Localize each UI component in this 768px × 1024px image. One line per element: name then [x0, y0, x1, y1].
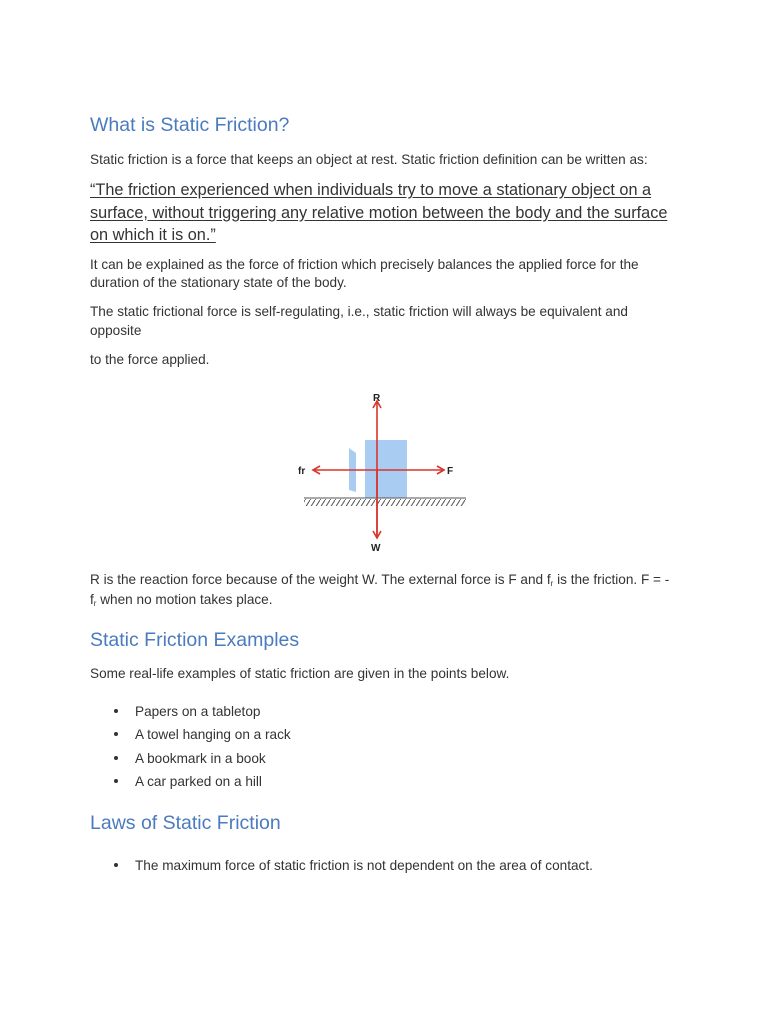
list-item: A towel hanging on a rack [108, 725, 291, 748]
definition-quote-line-2: surface, without triggering any relative motion between the body and the surface [90, 203, 668, 222]
label-fr: fr [298, 466, 306, 477]
self-regulating-line-2: opposite [90, 323, 142, 338]
intro-paragraph: Static friction is a force that keeps an object at rest. Static friction definition can be written as: [90, 152, 648, 167]
heading-static-friction-examples: Static Friction Examples [90, 629, 300, 651]
label-w: W [371, 543, 381, 554]
label-r: R [373, 393, 381, 404]
caption-line-1-text-b: is the friction. F = - [553, 572, 670, 587]
examples-intro: Some real-life examples of static friction are given in the points below. [90, 666, 510, 681]
self-regulating-line-1: The static frictional force is self-regulating, i.e., static friction will always be equivalent and [90, 304, 628, 319]
definition-quote-line-3: on which it is on.” [90, 226, 216, 244]
explanation-line-2: duration of the stationary state of the body. [90, 275, 347, 290]
definition-quote-line-1: “The friction experienced when individuals try to move a stationary object on a [90, 181, 652, 199]
list-item: The maximum force of static friction is not dependent on the area of contact. [108, 856, 593, 879]
caption-line-2-text-b: when no motion takes place. [96, 592, 273, 607]
object-block [349, 440, 407, 498]
heading-what-is-static-friction: What is Static Friction? [90, 114, 290, 136]
caption-line-2-text-a: f [90, 592, 94, 607]
laws-list [108, 856, 593, 879]
list-item: Papers on a tabletop [108, 702, 291, 725]
list-item: A car parked on a hill [108, 772, 291, 795]
caption-line-1-text-a: R is the reaction force because of the weight W. The external force is F and f [90, 572, 551, 587]
caption-line-1-subscript: r [550, 579, 554, 588]
ground-surface [304, 498, 466, 506]
explanation-line-1: It can be explained as the force of friction which precisely balances the applied force for the [90, 257, 639, 272]
list-item: A bookmark in a book [108, 749, 291, 772]
examples-list [108, 702, 291, 795]
caption-line-2-subscript: r [93, 599, 97, 608]
friction-diagram [290, 388, 480, 558]
label-f: F [447, 466, 454, 477]
force-applied-line: to the force applied. [90, 352, 210, 367]
caption-line-2 [90, 590, 680, 613]
heading-laws-of-static-friction: Laws of Static Friction [90, 812, 281, 834]
